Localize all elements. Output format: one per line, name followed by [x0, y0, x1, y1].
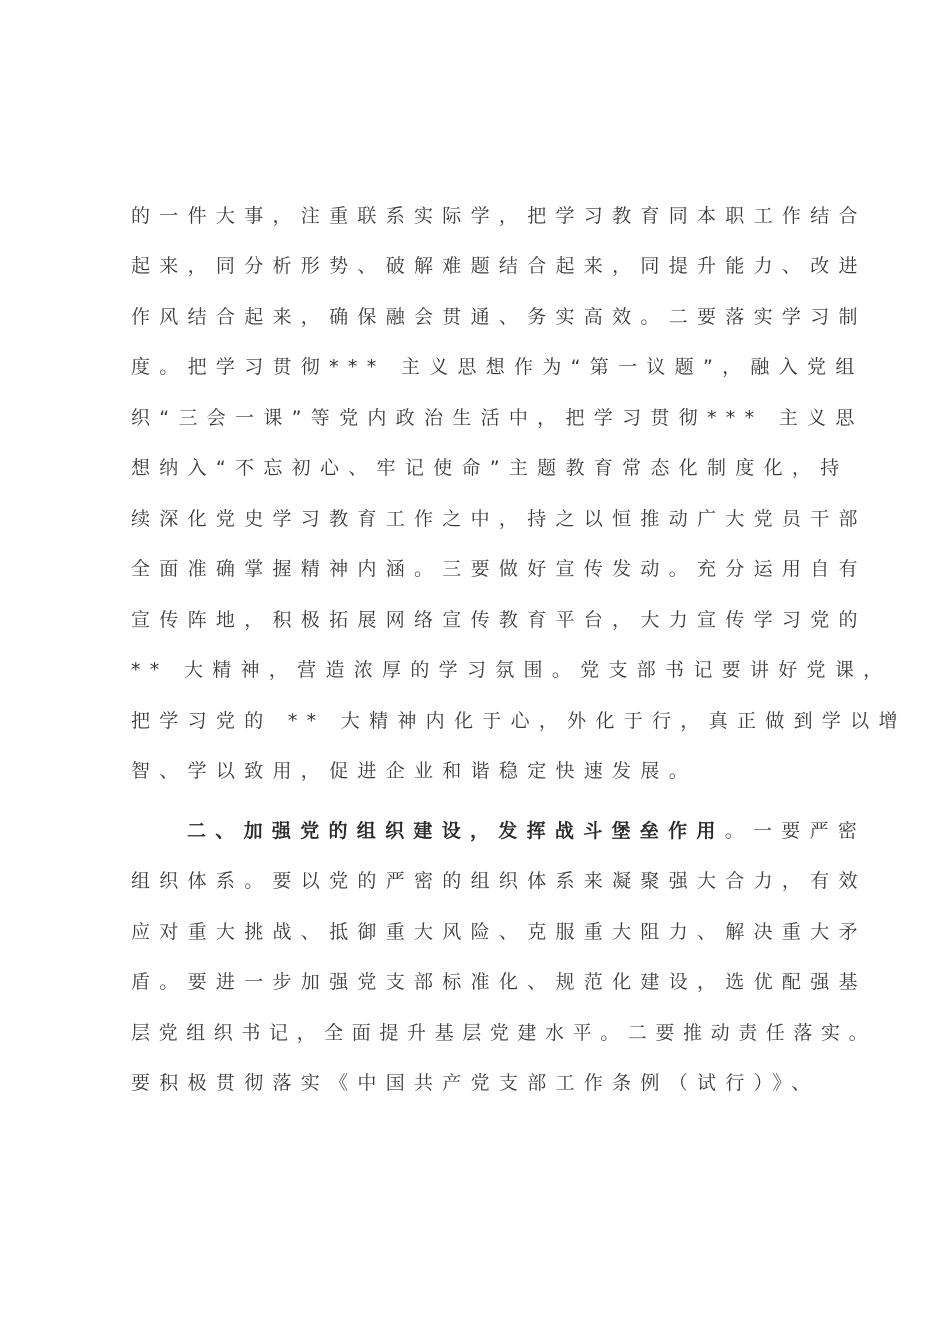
paragraph-line: 盾。要进一步加强党支部标准化、规范化建设，选优配强基 — [131, 971, 867, 993]
paragraph-line: 应对重大挑战、抵御重大风险、克服重大阻力、解决重大矛 — [131, 921, 867, 943]
section-heading-line — [187, 811, 867, 851]
heading-line-text: 。一要严密 — [724, 820, 867, 842]
paragraph-line: 智、学以致用，促进企业和谐稳定快速发展。 — [131, 760, 698, 782]
section-heading: 二、加强党的组织建设，发挥战斗堡垒作用 — [187, 820, 725, 842]
paragraph-line: 宣传阵地，积极拓展网络宣传教育平台，大力宣传学习党的 — [131, 609, 867, 631]
paragraph-line: 织“三会一课”等党内政治生活中，把学习贯彻*** 主义思 — [131, 407, 864, 429]
paragraph-line: 的一件大事，注重联系实际学，把学习教育同本职工作结合 — [131, 205, 867, 227]
paragraph-line: 把学习党的 ** 大精神内化于心，外化于行，真正做到学以增 — [131, 710, 907, 732]
paragraph-line: 全面准确掌握精神内涵。三要做好宣传发动。充分运用自有 — [131, 558, 867, 580]
paragraph-line: 组织体系。要以党的严密的组织体系来凝聚强大合力，有效 — [131, 870, 867, 892]
paragraph-line: ** 大精神，营造浓厚的学习氛围。党支部书记要讲好党课， — [131, 659, 892, 681]
paragraph-line: 作风结合起来，确保融会贯通、务实高效。二要落实学习制 — [131, 306, 867, 328]
paragraph-line: 度。把学习贯彻*** 主义思想作为“第一议题”，融入党组 — [131, 356, 864, 378]
paragraph-line: 层党组织书记，全面提升基层党建水平。二要推动责任落实。 — [131, 1022, 877, 1044]
paragraph-line: 想纳入“不忘初心、牢记使命”主题教育常态化制度化，持 — [131, 457, 849, 479]
paragraph-line: 续深化党史学习教育工作之中，持之以恒推动广大党员干部 — [131, 508, 867, 530]
paragraph-line: 起来，同分析形势、破解难题结合起来，同提升能力、改进 — [131, 255, 867, 277]
paragraph-line: 要积极贯彻落实《中国共产党支部工作条例（试行）》、 — [131, 1072, 820, 1094]
